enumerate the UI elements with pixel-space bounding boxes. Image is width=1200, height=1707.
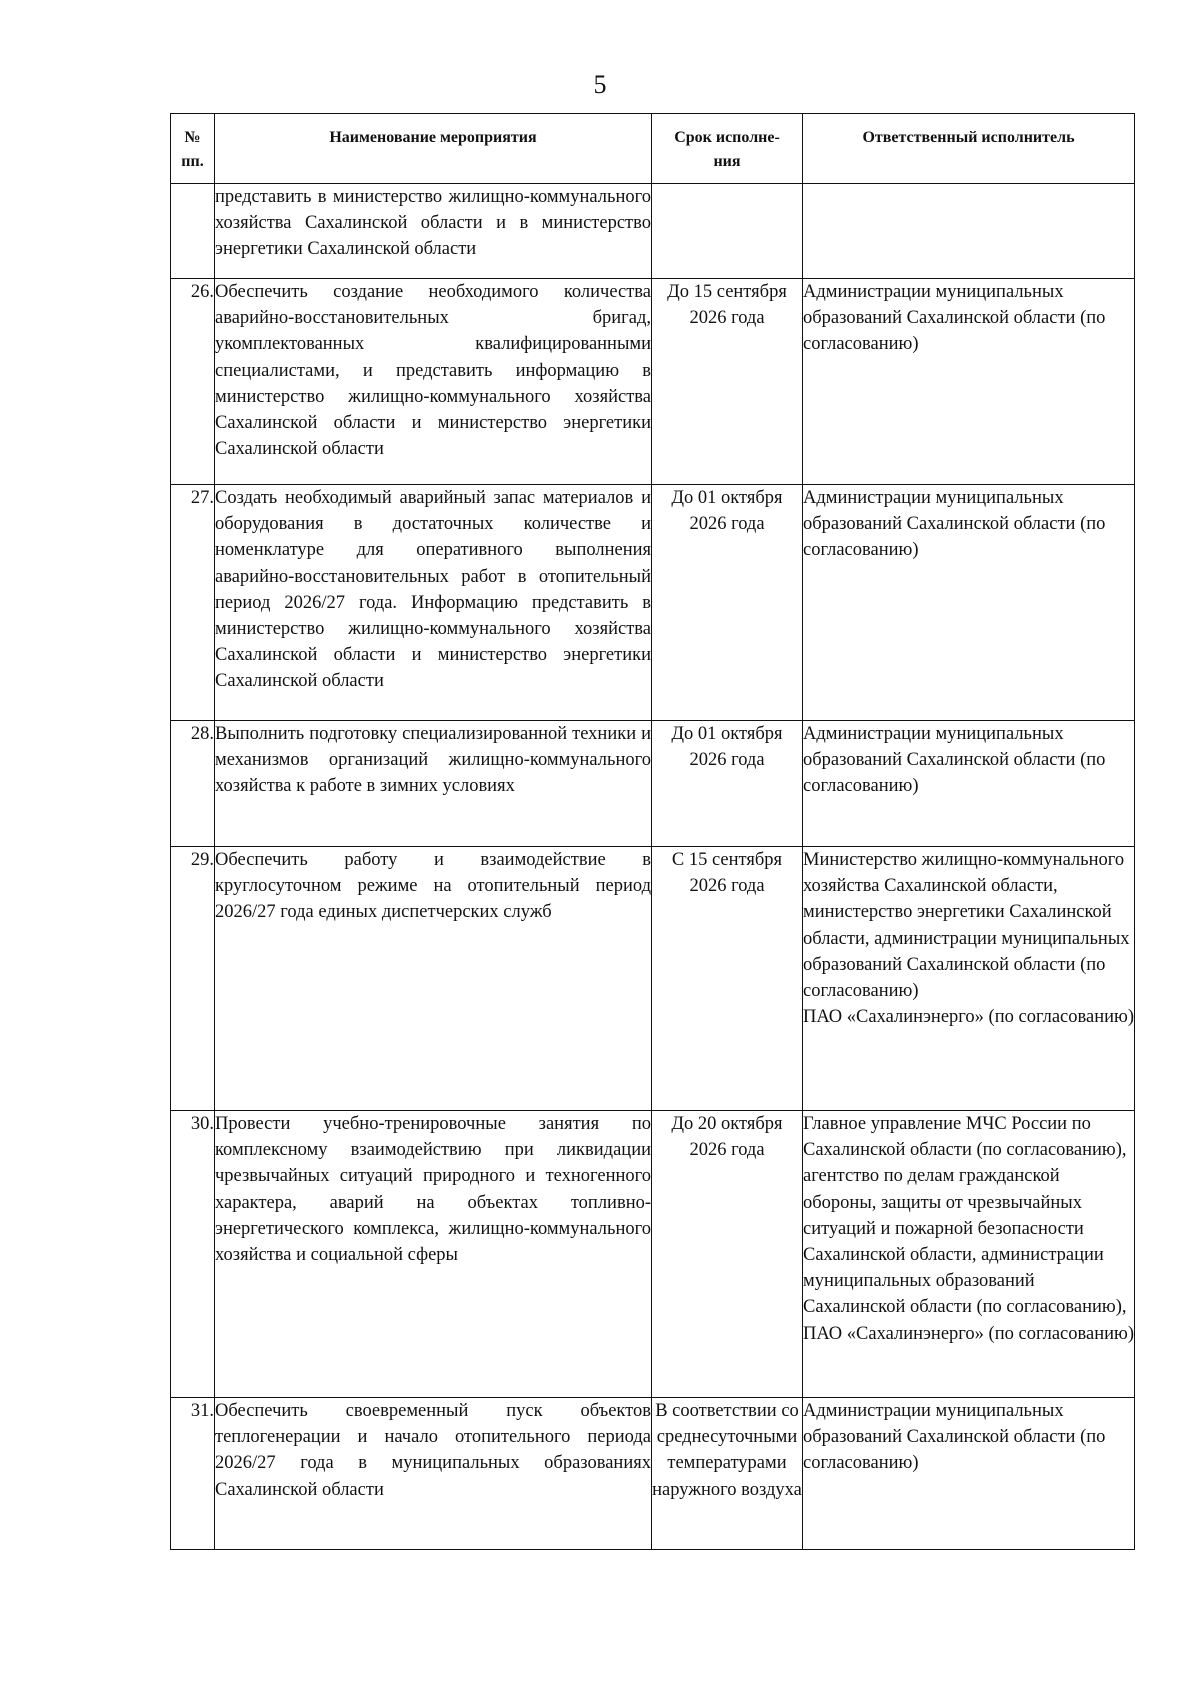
row-number: 27. [171, 485, 215, 721]
row-number: 26. [171, 279, 215, 485]
row-term: До 01 октября 2026 года [652, 485, 803, 721]
row-number: 29. [171, 847, 215, 1111]
table-header-row [171, 114, 1135, 184]
header-term: Срок исполне- ния [652, 114, 803, 184]
table-row [171, 1111, 1135, 1398]
table-row [171, 279, 1135, 485]
table-row [171, 847, 1135, 1111]
row-responsible: Администрации муниципальных образований Сахалинской области (по согласованию) [803, 485, 1135, 721]
row-responsible: Министерство жилищно-коммунального хозяйства Сахалинской области, министерство энергетики Сахалинской области, администрации муниципальных образований Сахалинской области (по согласованию) ПАО «Сахалинэнерго» (по согласованию) [803, 847, 1135, 1111]
row-number: 31. [171, 1398, 215, 1550]
row-responsible: Администрации муниципальных образований Сахалинской области (по согласованию) [803, 279, 1135, 485]
row-name: Обеспечить своевременный пуск объектов теплогенерации и начало отопительного периода 2026/27 года в муниципальных образованиях Сахалинской области [215, 1398, 652, 1550]
page-number: 5 [593, 70, 607, 99]
row-term [652, 184, 803, 279]
row-name: Обеспечить работу и взаимодействие в круглосуточном режиме на отопительный период 2026/27 года единых диспетчерских служб [215, 847, 652, 1111]
table-row [171, 485, 1135, 721]
row-name: Провести учебно-тренировочные занятия по комплексному взаимодействию при ликвидации чрезвычайных ситуаций природного и техногенного характера, аварий на объектах топливно-энергетического комплекса, жилищно-коммунального хозяйства и социальной сферы [215, 1111, 652, 1398]
row-name: Обеспечить создание необходимого количества аварийно-восстановительных бригад, укомплектованных квалифицированными специалистами, и представить информацию в министерство жилищно-коммунального хозяйства Сахалинской области и министерство энергетики Сахалинской области [215, 279, 652, 485]
table-row [171, 1398, 1135, 1550]
row-term: До 15 сентября 2026 года [652, 279, 803, 485]
row-number [171, 184, 215, 279]
row-responsible: Главное управление МЧС России по Сахалинской области (по согласованию), агентство по делам гражданской обороны, защиты от чрезвычайных ситуаций и пожарной безопасности Сахалинской области, администрации муниципальных образований Сахалинской области (по согласованию), ПАО «Сахалинэнерго» (по согласованию) [803, 1111, 1135, 1398]
row-name: Создать необходимый аварийный запас материалов и оборудования в достаточных количестве и номенклатуре для оперативного выполнения аварийно-восстановительных работ в отопительный период 2026/27 года. Информацию представить в министерство жилищно-коммунального хозяйства Сахалинской области и министерство энергетики Сахалинской области [215, 485, 652, 721]
row-name: Выполнить подготовку специализированной техники и механизмов организаций жилищно-коммунального хозяйства к работе в зимних условиях [215, 721, 652, 847]
table-row [171, 721, 1135, 847]
row-name: представить в министерство жилищно-коммунального хозяйства Сахалинской области и в министерство энергетики Сахалинской области [215, 184, 652, 279]
row-term: До 01 октября 2026 года [652, 721, 803, 847]
row-term: До 20 октября 2026 года [652, 1111, 803, 1398]
measures-table [170, 113, 1135, 1550]
row-number: 28. [171, 721, 215, 847]
header-number: № пп. [171, 114, 215, 184]
row-responsible: Администрации муниципальных образований Сахалинской области (по согласованию) [803, 1398, 1135, 1550]
row-responsible: Администрации муниципальных образований Сахалинской области (по согласованию) [803, 721, 1135, 847]
row-number: 30. [171, 1111, 215, 1398]
row-responsible [803, 184, 1135, 279]
row-term: В соответствии со среднесуточными температурами наружного воздуха [652, 1398, 803, 1550]
row-term: С 15 сентября 2026 года [652, 847, 803, 1111]
table-row [171, 184, 1135, 279]
header-name: Наименование мероприятия [215, 114, 652, 184]
header-responsible: Ответственный исполнитель [803, 114, 1135, 184]
